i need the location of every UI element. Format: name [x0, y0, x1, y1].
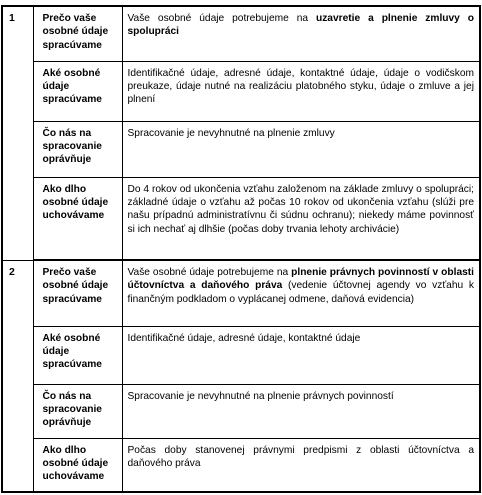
row-label: Ako dlho osobné údaje uchovávame — [33, 438, 122, 492]
value-text-after: (vedenie účtovnej agendy vo vzťahu k finančným podkladom o vyplácanej odmene, daňová evidencia) — [127, 280, 474, 305]
table-row — [2, 121, 480, 177]
row-label: Aké osobné údaje spracúvame — [33, 61, 122, 121]
row-label: Čo nás na spracovanie oprávňuje — [33, 384, 122, 438]
section-number: 1 — [2, 6, 33, 260]
row-label: Aké osobné údaje spracúvame — [33, 326, 122, 384]
row-value: Spracovanie je nevyhnutné na plnenie zmluvy — [122, 121, 480, 177]
privacy-info-table — [1, 5, 481, 493]
section-number: 2 — [2, 260, 33, 492]
row-value — [122, 260, 480, 326]
row-label: Prečo vaše osobné údaje spracúvame — [33, 6, 122, 61]
table-row — [2, 6, 480, 61]
row-value — [122, 6, 480, 61]
row-value: Do 4 rokov od ukončenia vzťahu založenom na základe zmluvy o spolupráci; základné údaje o vzťahu až počas 10 rokov od ukončenia vzťahu (slúži pre našu prípadnú administratívnu či súdnu ochranu); niekedy máme povinnosť si ich nechať aj dlhšie (počas doby trvania lehoty archivácie) — [122, 177, 480, 260]
row-label: Čo nás na spracovanie oprávňuje — [33, 121, 122, 177]
row-value: Počas doby stanovenej právnymi predpismi z oblasti účtovníctva a daňového práva — [122, 438, 480, 492]
row-value: Identifikačné údaje, adresné údaje, kontaktné údaje — [122, 326, 480, 384]
table-row — [2, 61, 480, 121]
row-value: Identifikačné údaje, adresné údaje, kontaktné údaje, údaje o vodičskom preukaze, údaje nutné na realizáciu platobného styku, údaje o zmluve a jej plnení — [122, 61, 480, 121]
row-label: Ako dlho osobné údaje uchovávame — [33, 177, 122, 260]
value-emphasis: plnenie právnych povinností v oblasti účtovníctva a daňového práva — [127, 267, 475, 292]
value-emphasis: uzavretie a plnenie zmluvy o spolupráci — [127, 13, 474, 38]
table-row — [2, 177, 480, 260]
table-row — [2, 260, 480, 326]
value-text: Vaše osobné údaje potrebujeme na — [127, 267, 292, 278]
table-row — [2, 326, 480, 384]
row-label: Prečo vaše osobné údaje spracúvame — [33, 260, 122, 326]
row-value: Spracovanie je nevyhnutné na plnenie právnych povinností — [122, 384, 480, 438]
table-row — [2, 438, 480, 492]
value-text: Vaše osobné údaje potrebujeme na — [127, 13, 316, 24]
table-row — [2, 384, 480, 438]
